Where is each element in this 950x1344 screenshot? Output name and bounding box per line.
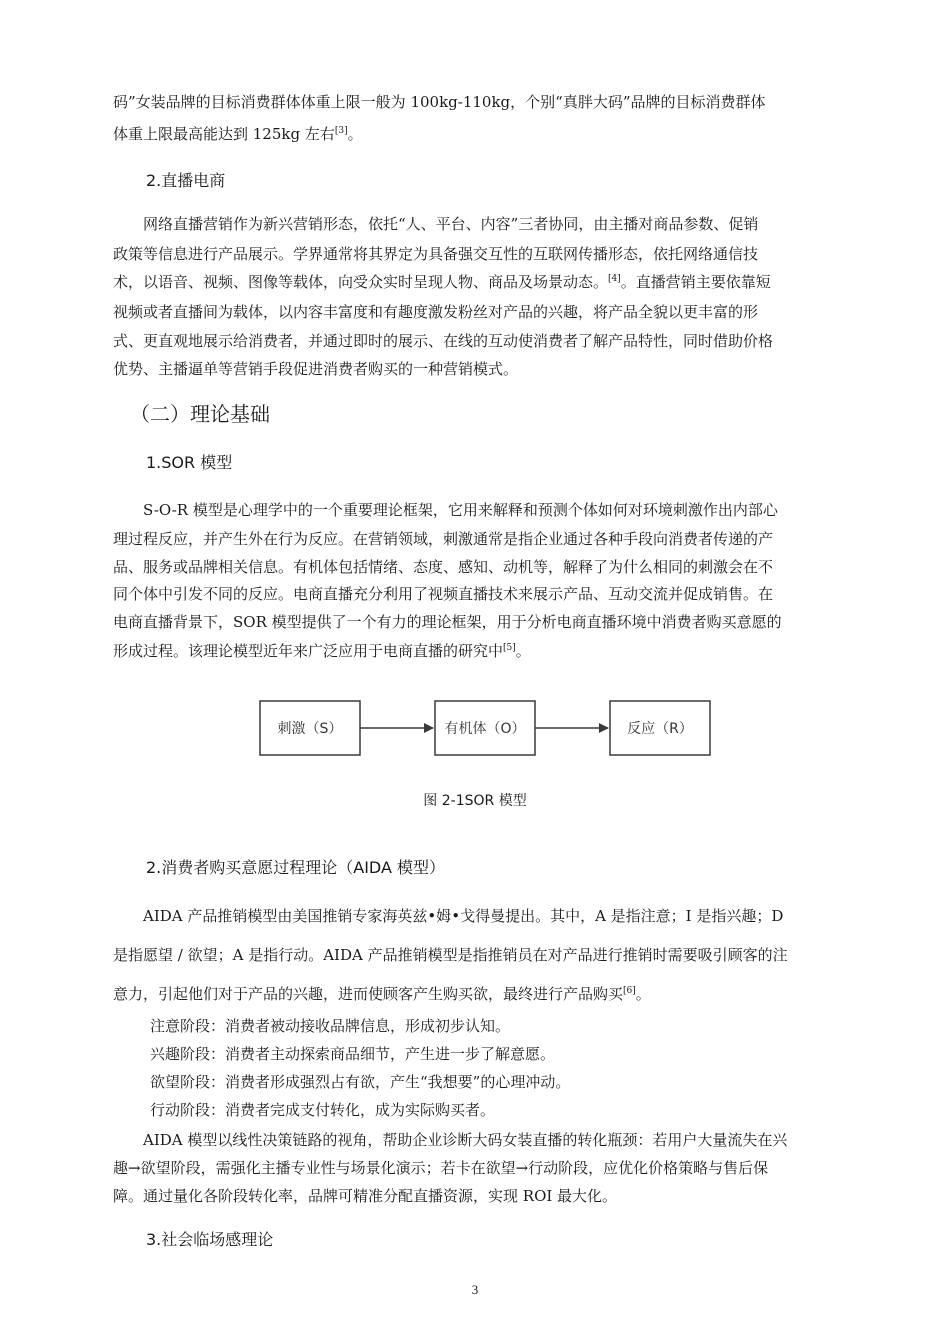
citation-ref: [6] [623,986,636,996]
section-heading: 1.SOR 模型 [146,453,233,472]
text: 。 [347,125,363,143]
chapter-subheading: （二）理论基础 [130,402,270,426]
text: 同个体中引发不同的反应。电商直播充分利用了视频直播技术来展示产品、互动交流并促成销售。在 [113,585,774,603]
paragraph-line [113,272,771,292]
text: AIDA 产品推销模型由美国推销专家海英兹•姆•戈得曼提出。其中，A 是指注意；I 是指兴趣；D [143,907,784,925]
paragraph-line [113,92,766,112]
text: AIDA 模型以线性决策链路的视角，帮助企业诊断大码女装直播的转化瓶颈：若用户大量流失在兴 [143,1131,788,1149]
citation-ref: [3] [334,126,348,136]
paragraph-line [113,945,788,965]
response-label: 反应（R） [627,721,693,737]
paragraph-line [143,1130,787,1150]
text: 欲望阶段：消费者形成强烈占有欲，产生“我想要”的心理冲动。 [150,1073,571,1091]
aida-stage-interest [150,1044,555,1064]
paragraph-line [113,1186,617,1206]
paragraph-line [113,557,773,577]
text: 理过程反应，并产生外在行为反应。在营销领域，刺激通常是指企业通过各种手段向消费者传递的产 [113,530,774,548]
text: 视频或者直播间为载体，以内容丰富度和有趣度激发粉丝对产品的兴趣，将产品全貌以更丰富的形 [113,303,759,321]
paragraph-line [113,244,758,264]
text: 政策等信息进行产品展示。学界通常将其界定为具备强交互性的互联网传播形态，依托网络通信技 [113,245,759,263]
paragraph-line [143,906,783,926]
aida-stage-desire [150,1072,570,1092]
text: 网络直播营销作为新兴营销形态，依托“人、平台、内容”三者协同，由主播对商品参数、促销 [143,215,759,233]
text: 。 [515,642,531,660]
page-number: 3 [471,1282,479,1297]
text: 意力，引起他们对于产品的兴趣，进而使顾客产生购买欲，最终进行产品购买 [113,985,624,1003]
text: S-O-R 模型是心理学中的一个重要理论框架，它用来解释和预测个体如何对环境刺激作出内部心 [143,501,778,519]
text: 。直播营销主要依靠短 [620,273,771,291]
paragraph-line [113,584,773,604]
citation-ref: [5] [503,643,516,653]
figure-caption: 图 2-1SOR 模型 [423,793,527,809]
text: 码”女装品牌的目标消费群体体重上限一般为 100kg-110kg，个别“真胖大码”品牌的目标消费群体 [113,93,766,111]
paragraph-line [113,984,651,1004]
section-heading: 2.直播电商 [146,171,226,190]
text: 体重上限最高能达到 125kg 左右 [113,125,335,143]
text: 优势、主播逼单等营销手段促进消费者购买的一种营销模式。 [113,360,519,378]
text: 电商直播背景下，SOR 模型提供了一个有力的理论框架，用于分析电商直播环境中消费者购买意愿的 [113,613,782,631]
text: 是指愿望 / 欲望；A 是指行动。AIDA 产品推销模型是指推销员在对产品进行推销时需要吸引顾客的注 [113,946,788,964]
aida-stage-attention [150,1016,510,1036]
paragraph-line [113,641,531,661]
text: 式、更直观地展示给消费者，并通过即时的展示、在线的互动使消费者了解产品特性，同时借助价格 [113,332,774,350]
paragraph-line [143,500,778,520]
stimulus-label: 刺激（S） [277,721,343,737]
paragraph-line [113,529,773,549]
section-heading: 2.消费者购买意愿过程理论（AIDA 模型） [146,858,446,877]
paragraph-line [113,1158,768,1178]
paragraph-line [113,302,758,322]
paragraph-line [113,124,363,144]
text: 行动阶段：消费者完成支付转化，成为实际购买者。 [150,1101,496,1119]
aida-stage-action [150,1100,495,1120]
sor-model-diagram [250,692,720,764]
paragraph-line [113,331,773,351]
text: 术，以语音、视频、图像等载体，向受众实时呈现人物、商品及场景动态。 [113,273,609,291]
text: 趣→欲望阶段，需强化主播专业性与场景化演示；若卡在欲望→行动阶段，应优化价格策略与售后保 [113,1159,769,1177]
text: 兴趣阶段：消费者主动探索商品细节，产生进一步了解意愿。 [150,1045,556,1063]
paragraph-line [143,214,758,234]
text: 注意阶段：消费者被动接收品牌信息，形成初步认知。 [150,1017,511,1035]
citation-ref: [4] [608,274,621,284]
text: 形成过程。该理论模型近年来广泛应用于电商直播的研究中 [113,642,504,660]
text: 障。通过量化各阶段转化率，品牌可精准分配直播资源，实现 ROI 最大化。 [113,1187,618,1205]
paragraph-line [113,612,782,632]
organism-label: 有机体（O） [444,721,526,737]
paragraph-line [113,359,518,379]
section-heading: 3.社会临场感理论 [146,1230,274,1249]
text: 品、服务或品牌相关信息。有机体包括情绪、态度、感知、动机等，解释了为什么相同的刺激会在不 [113,558,774,576]
text: 。 [635,985,651,1003]
